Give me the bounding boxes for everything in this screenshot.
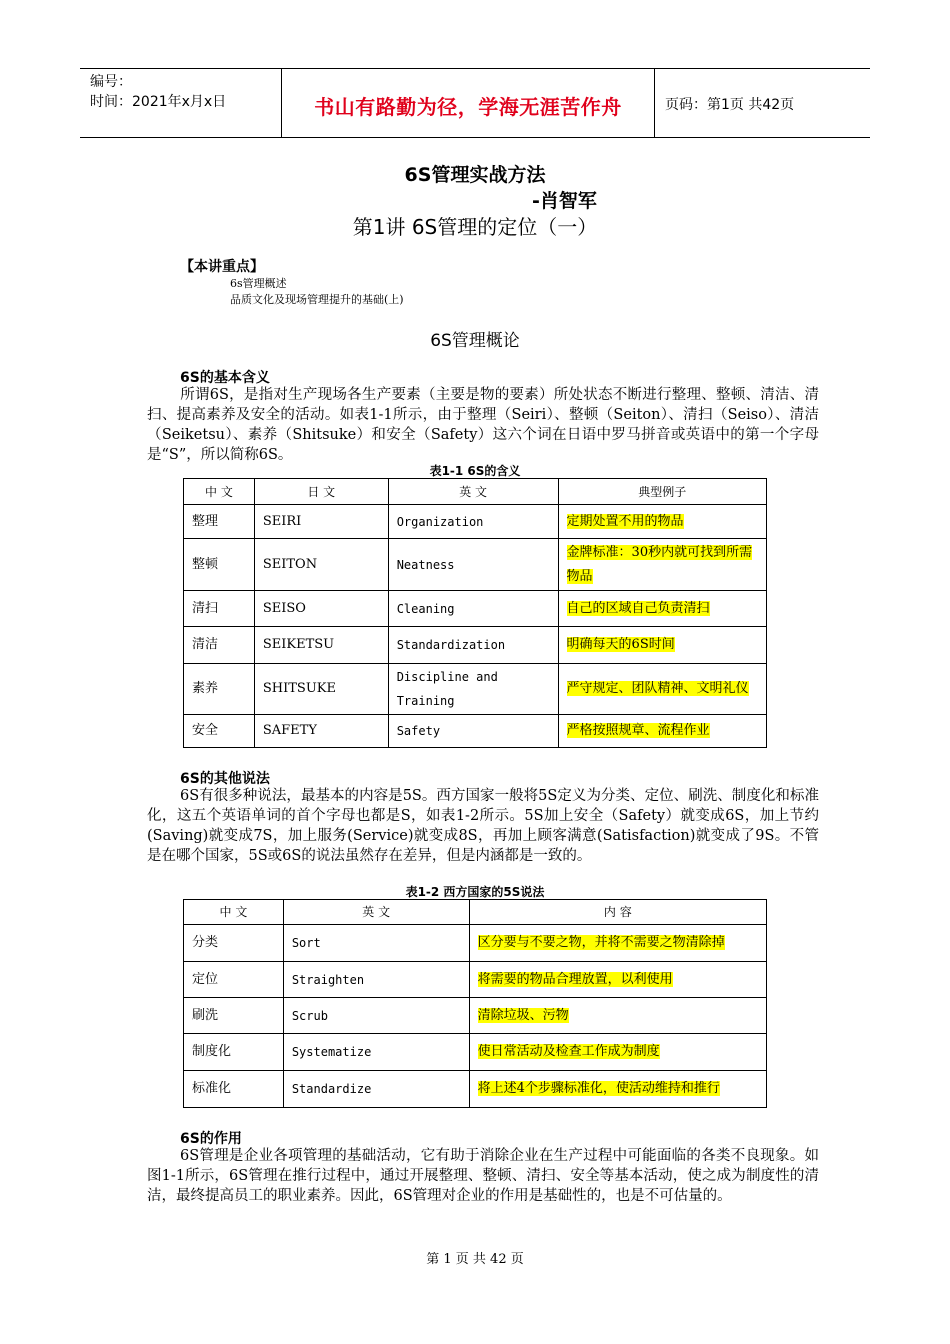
cell-chinese: 制度化 xyxy=(184,1034,284,1071)
paragraph-role xyxy=(147,1146,819,1206)
cell-english: Discipline and Training xyxy=(388,664,558,715)
cell-japanese: SEIRI xyxy=(254,505,388,539)
table-row xyxy=(184,962,767,998)
lecture-title: 第1讲 6S管理的定位（一） xyxy=(352,215,598,239)
heading-other-names: 6S的其他说法 xyxy=(180,771,270,787)
highlighted-text: 严守规定、团队精神、文明礼仪 xyxy=(566,681,749,696)
cell-japanese: SHITSUKE xyxy=(254,664,388,715)
column-header: 英 文 xyxy=(388,479,558,505)
cell-example xyxy=(558,664,766,715)
highlighted-text: 严格按照规章、流程作业 xyxy=(566,723,710,738)
cell-content xyxy=(469,962,766,998)
cell-japanese: SEITON xyxy=(254,539,388,591)
cell-chinese: 分类 xyxy=(184,925,284,962)
paragraph-text: 所谓6S，是指对生产现场各生产要素（主要是物的要素）所处状态不断进行整理、整顿、清洁、清扫、提高素养及安全的活动。如表1-1所示，由于整理（Seiri）、整顿（Seiton）、清扫（Seiso）、清洁（Seiketsu）、素养（Shitsuke）和安全（Safety）这六个词在日语中罗马拼音或英语中的第一个字母是“S”，所以简称6S。 xyxy=(147,387,819,463)
table-row xyxy=(184,1034,767,1071)
table-row xyxy=(184,925,767,962)
cell-english: Systematize xyxy=(283,1034,469,1071)
cell-example xyxy=(558,627,766,664)
highlighted-text: 明确每天的6S时间 xyxy=(566,637,675,652)
cell-english: Safety xyxy=(388,715,558,748)
cell-example xyxy=(558,539,766,591)
cell-chinese: 安全 xyxy=(184,715,255,748)
cell-english: Sort xyxy=(283,925,469,962)
table-row xyxy=(184,664,767,715)
highlighted-text: 金牌标准：30秒内就可找到所需物品 xyxy=(566,544,753,584)
highlighted-text: 将上述4个步骤标准化，使活动维持和推行 xyxy=(477,1081,720,1096)
table-row xyxy=(184,591,767,627)
highlighted-text: 使日常活动及检查工作成为制度 xyxy=(477,1044,660,1059)
cell-example xyxy=(558,505,766,539)
cell-english: Standardization xyxy=(388,627,558,664)
header-motto: 书山有路勤为径，学海无涯苦作舟 xyxy=(314,95,622,119)
cell-chinese: 整理 xyxy=(184,505,255,539)
highlighted-text: 自己的区域自己负责清扫 xyxy=(566,600,710,616)
cell-content xyxy=(469,998,766,1034)
table-row xyxy=(184,998,767,1034)
table1-caption: 表1-1 6S的含义 xyxy=(429,464,521,478)
column-header: 内 容 xyxy=(469,900,766,925)
document-header xyxy=(80,68,870,138)
table-header-row xyxy=(184,900,767,925)
column-header: 典型例子 xyxy=(558,479,766,505)
table-6s-meaning xyxy=(183,478,767,748)
page-footer: 第 1 页 共 42 页 xyxy=(426,1252,524,1267)
cell-chinese: 定位 xyxy=(184,962,284,998)
column-header: 日 文 xyxy=(254,479,388,505)
table-row xyxy=(184,505,767,539)
heading-basic-meaning: 6S的基本含义 xyxy=(180,370,270,386)
cell-english: Neatness xyxy=(388,539,558,591)
table-row xyxy=(184,539,767,591)
document-title: 6S管理实战方法 xyxy=(404,164,546,186)
table-western-5s xyxy=(183,899,767,1108)
document-author: -肖智军 xyxy=(532,190,597,212)
cell-japanese: SAFETY xyxy=(254,715,388,748)
table-header-row xyxy=(184,479,767,505)
highlighted-text: 清除垃圾、污物 xyxy=(477,1007,569,1023)
header-meta xyxy=(90,72,226,112)
code-label: 编号： xyxy=(90,74,132,90)
highlighted-text: 将需要的物品合理放置，以利使用 xyxy=(477,971,673,987)
cell-chinese: 清洁 xyxy=(184,627,255,664)
key-point-item: 品质文化及现场管理提升的基础(上) xyxy=(230,293,404,306)
column-header: 中 文 xyxy=(184,479,255,505)
paragraph-text: 6S有很多种说法，最基本的内容是5S。西方国家一般将5S定义为分类、定位、刷洗、制度化和标准化，这五个英语单词的首个字母也都是S，如表1-2所示。5S加上安全（Safety）就变成6S，加上节约(Saving)就变成7S，加上服务(Service)就变成8S，再加上顾客满意(Satisfaction)就变成了9S。不管是在哪个国家，5S或6S的说法虽然存在差异，但是内涵都是一致的。 xyxy=(147,788,819,864)
cell-chinese: 素养 xyxy=(184,664,255,715)
table-row xyxy=(184,627,767,664)
highlighted-text: 区分要与不要之物，并将不需要之物清除掉 xyxy=(477,935,725,950)
cell-english: Straighten xyxy=(283,962,469,998)
key-points-label: 【本讲重点】 xyxy=(180,259,264,275)
table2-caption: 表1-2 西方国家的5S说法 xyxy=(405,885,545,899)
highlighted-text: 定期处置不用的物品 xyxy=(566,513,684,529)
cell-chinese: 刷洗 xyxy=(184,998,284,1034)
cell-content xyxy=(469,1071,766,1108)
key-point-item: 6s管理概述 xyxy=(230,277,287,290)
cell-english: Standardize xyxy=(283,1071,469,1108)
cell-content xyxy=(469,1034,766,1071)
cell-chinese: 清扫 xyxy=(184,591,255,627)
header-page-label: 页码：第1页 共42页 xyxy=(665,97,795,113)
cell-chinese: 标准化 xyxy=(184,1071,284,1108)
paragraph-other-names xyxy=(147,786,819,866)
header-divider xyxy=(654,69,655,137)
cell-japanese: SEISO xyxy=(254,591,388,627)
section-title: 6S管理概论 xyxy=(430,331,520,351)
cell-english: Scrub xyxy=(283,998,469,1034)
cell-english: Organization xyxy=(388,505,558,539)
cell-example xyxy=(558,715,766,748)
table-row xyxy=(184,1071,767,1108)
table-row xyxy=(184,715,767,748)
cell-japanese: SEIKETSU xyxy=(254,627,388,664)
paragraph-text: 6S管理是企业各项管理的基础活动，它有助于消除企业在生产过程中可能面临的各类不良现象。如图1-1所示，6S管理在推行过程中，通过开展整理、整顿、清扫、安全等基本活动，使之成为制度性的清洁，最终提高员工的职业素养。因此，6S管理对企业的作用是基础性的，也是不可估量的。 xyxy=(147,1148,819,1204)
date-label: 时间：2021年x月x日 xyxy=(90,94,227,110)
paragraph-basic-meaning xyxy=(147,385,819,465)
cell-example xyxy=(558,591,766,627)
cell-content xyxy=(469,925,766,962)
column-header: 英 文 xyxy=(283,900,469,925)
column-header: 中 文 xyxy=(184,900,284,925)
heading-role: 6S的作用 xyxy=(180,1131,242,1147)
cell-chinese: 整顿 xyxy=(184,539,255,591)
cell-english: Cleaning xyxy=(388,591,558,627)
